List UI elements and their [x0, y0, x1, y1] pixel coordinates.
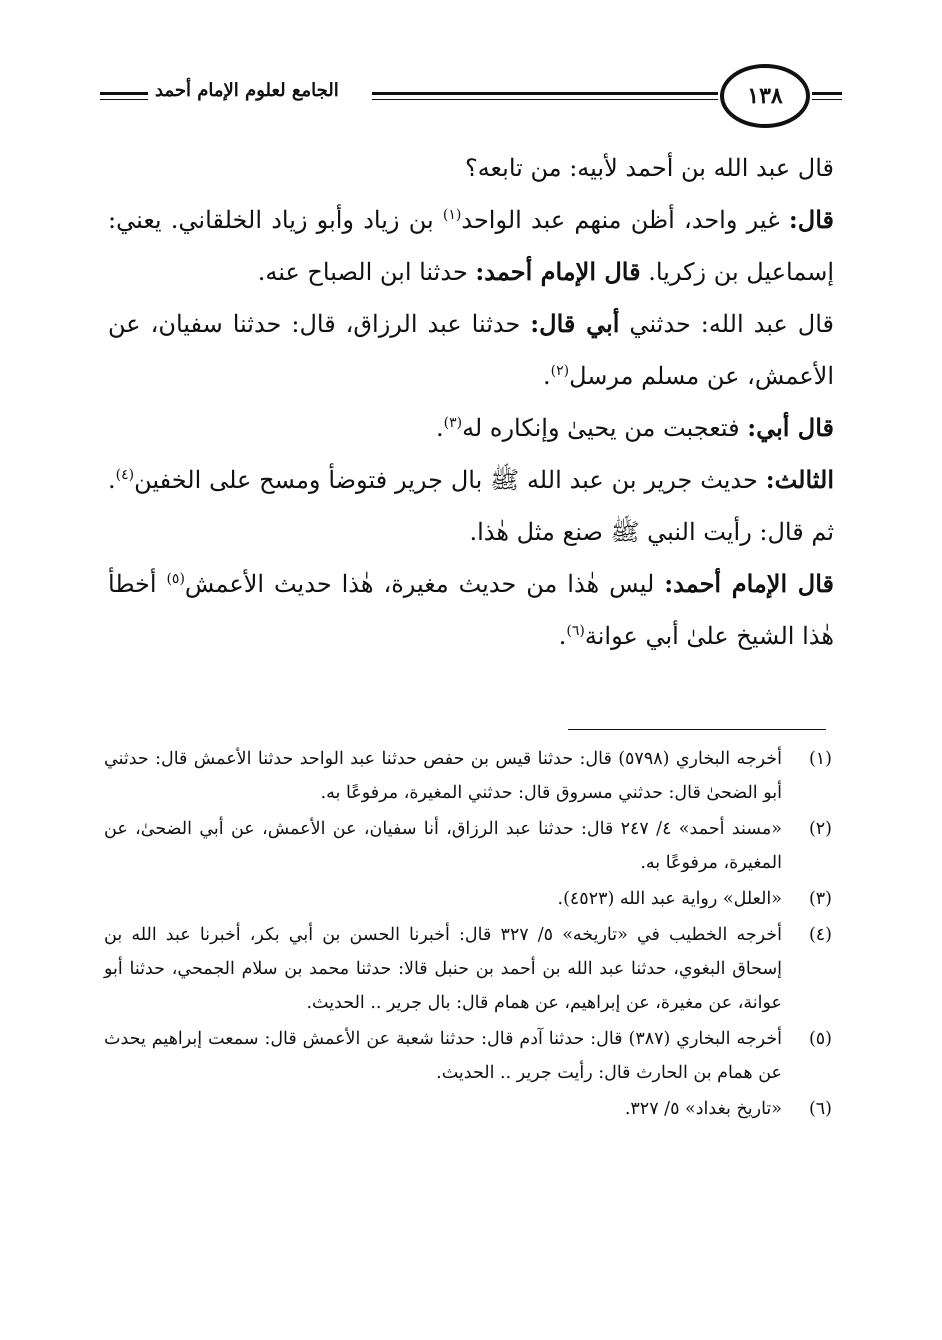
footnote-item: [104, 1022, 832, 1090]
section-label: الثالث:: [765, 465, 834, 494]
paragraph-5: [108, 454, 834, 558]
footnote-item: [104, 1092, 832, 1126]
paragraph-1-text: قال عبد الله بن أحمد لأبيه: من تابعه؟: [464, 154, 834, 182]
paragraph-2: [108, 194, 834, 298]
paragraph-5-text-b: . ثم قال: رأيت النبي ﷺ صنع مثل هٰذا.: [108, 466, 834, 546]
paragraph-4-text: فتعجبت من يحيىٰ وإنكاره له: [462, 414, 748, 442]
footnote-ref-3[interactable]: (٣): [443, 415, 463, 431]
footnote-number: (٦): [808, 1099, 832, 1119]
header-rule-middle-thin: [372, 99, 718, 100]
footnote-text: «مسند أحمد» ٤/ ٢٤٧ قال: حدثنا عبد الرزاق، أنا سفيان، عن الأعمش، عن أبي الضحىٰ، عن المغيرة، مرفوعًا به.: [104, 819, 782, 873]
main-text: [108, 142, 834, 662]
footnote-separator: [568, 729, 826, 730]
paragraph-4: [108, 402, 834, 454]
paragraph-6-text-b: أخطأ هٰذا الشيخ علىٰ أبي عوانة: [108, 570, 834, 650]
footnote-item: [104, 918, 832, 1020]
footnote-ref-5[interactable]: (٥): [166, 571, 185, 587]
footnote-text: أخرجه البخاري (٣٨٧) قال: حدثنا آدم قال: حدثنا شعبة عن الأعمش قال: سمعت إبراهيم يحدث عن همام بن الحارث قال: رأيت جرير .. الحديث.: [104, 1029, 782, 1083]
header-rule-right-thin: [812, 99, 842, 100]
paragraph-1: [108, 142, 834, 194]
speaker-label: أبي قال:: [530, 309, 620, 338]
footnote-number: (٣): [808, 889, 832, 909]
paragraph-2-text-a: غير واحد، أظن منهم عبد الواحد: [461, 206, 789, 234]
footnote-number: (٤): [808, 925, 832, 945]
header-rule-right: [812, 92, 842, 95]
footnote-ref-4[interactable]: (٤): [115, 467, 135, 483]
speaker-label: قال:: [788, 205, 834, 234]
footnote-ref-1[interactable]: (١): [442, 207, 462, 223]
footnote-text: «تاريخ بغداد» ٥/ ٣٢٧.: [624, 1099, 782, 1119]
footnote-text: «العلل» رواية عبد الله (٤٥٢٣).: [557, 889, 782, 909]
paragraph-2-text-b: بن زياد وأبو زياد الخلقاني. يعني: إسماعيل بن زكريا.: [108, 206, 834, 286]
paragraph-6-end: .: [558, 622, 567, 650]
header-rule-left: [100, 92, 148, 95]
speaker-label: قال الإمام أحمد:: [664, 569, 834, 598]
footnote-ref-2[interactable]: (٢): [550, 363, 570, 379]
paragraph-6: [108, 558, 834, 662]
footnote-item: [104, 812, 832, 880]
paragraph-3: [108, 298, 834, 402]
footnote-number: (٢): [808, 819, 832, 839]
header-rule-middle: [372, 92, 718, 95]
paragraph-4-end: .: [435, 414, 444, 442]
footnote-item: [104, 882, 832, 916]
footnote-ref-6[interactable]: (٦): [566, 623, 585, 639]
paragraph-6-text-a: ليس هٰذا من حديث مغيرة، هٰذا حديث الأعمش: [184, 570, 665, 598]
speaker-label: قال الإمام أحمد:: [475, 257, 641, 286]
header-rule-left-thin: [100, 99, 148, 100]
footnote-text: أخرجه الخطيب في «تاريخه» ٥/ ٣٢٧ قال: أخبرنا الحسن بن أبي بكر، أخبرنا عبد الله بن إسحاق البغوي، حدثنا عبد الله بن أحمد بن حنبل قالا: حدثنا محمد بن سلام الجمحي، حدثنا أبو عوانة، عن مغيرة، عن إبراهيم، عن همام قال: بال جرير .. الحديث.: [104, 925, 782, 1013]
page-number: ١٣٨: [747, 83, 783, 109]
paragraph-5-text-a: حديث جرير بن عبد الله ﷺ بال جرير فتوضأ ومسح على الخفين: [134, 466, 766, 494]
paragraph-3-text-a: قال عبد الله: حدثني: [619, 310, 835, 338]
paragraph-3-text-b: حدثنا عبد الرزاق، قال: حدثنا سفيان، عن الأعمش، عن مسلم مرسل: [108, 310, 834, 390]
paragraph-3-end: .: [542, 362, 551, 390]
footnotes: [104, 742, 832, 1128]
running-title: الجامع لعلوم الإمام أحمد: [155, 80, 339, 101]
page-number-badge: [720, 64, 810, 128]
page-header: [100, 62, 842, 134]
footnote-text: أخرجه البخاري (٥٧٩٨) قال: حدثنا قيس بن حفص حدثنا عبد الواحد حدثنا الأعمش قال: حدثني أبو الضحىٰ قال: حدثني مسروق قال: حدثني المغيرة، مرفوعًا به.: [104, 749, 782, 803]
footnote-number: (١): [808, 749, 832, 769]
paragraph-2-text-c: حدثنا ابن الصباح عنه.: [257, 258, 476, 286]
footnote-number: (٥): [808, 1029, 832, 1049]
speaker-label: قال أبي:: [747, 413, 834, 442]
footnote-item: [104, 742, 832, 810]
